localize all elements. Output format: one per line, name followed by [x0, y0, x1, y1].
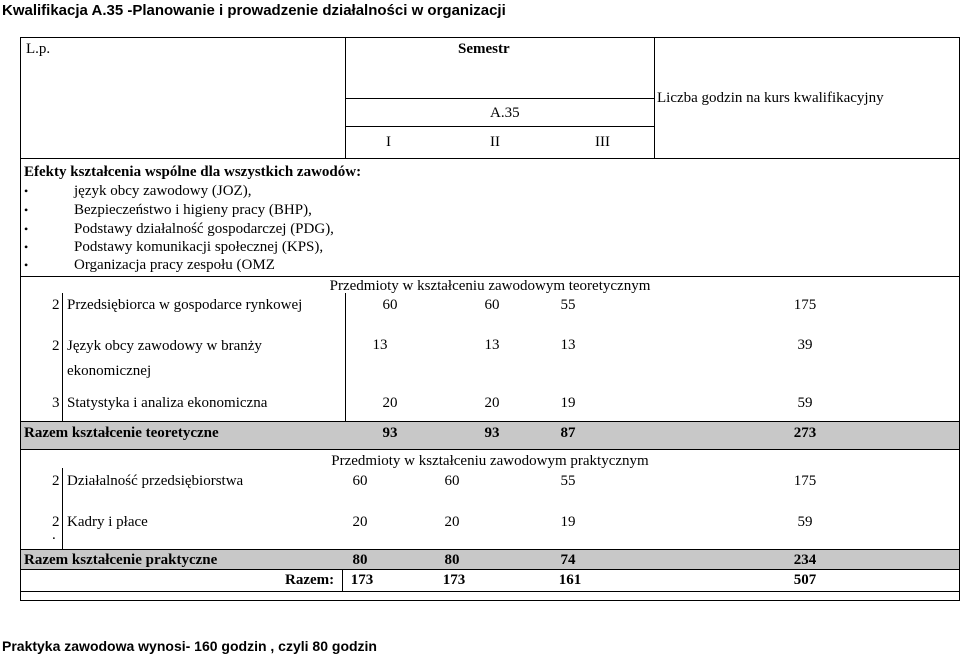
table-row-name: Działalność przedsiębiorstwa [67, 473, 244, 489]
bullet: • [24, 258, 29, 272]
hours-header: Liczba godzin na kurs kwalifikacyjny [657, 90, 884, 106]
list-item: język obcy zawodowy (JOZ), [74, 183, 252, 199]
table-row-name: Język obcy zawodowy w branży [67, 338, 262, 354]
list-item: Podstawy komunikacji społecznej (KPS), [74, 239, 324, 255]
grand-total-s2: 173 [442, 572, 466, 588]
table-row-lp: 2 [52, 514, 60, 530]
table-row-s3: 19 [560, 395, 576, 411]
grand-total-s3: 161 [558, 572, 582, 588]
table-row-s2: 60 [444, 473, 460, 489]
table-row-lp: 2 [52, 338, 60, 354]
lp-header: L.p. [26, 41, 51, 57]
table-row-name: Kadry i płace [67, 514, 148, 530]
table-row-total: 59 [797, 395, 813, 411]
bullet: • [24, 184, 29, 198]
footer-note: Praktyka zawodowa wynosi- 160 godzin , czyli 80 godzin [2, 638, 377, 654]
table-row-s2: 13 [484, 337, 500, 353]
theory-sum-s2: 93 [484, 425, 500, 441]
table-row-s3: 19 [560, 514, 576, 530]
semestr-header: Semestr [458, 41, 510, 57]
table-row-s2: 60 [484, 297, 500, 313]
list-item: Bezpieczeństwo i higieny pracy (BHP), [74, 202, 312, 218]
practice-sum-s2: 80 [444, 552, 460, 568]
theory-sum-label: Razem kształcenie teoretyczne [24, 425, 219, 441]
table-row-s2: 20 [444, 514, 460, 530]
table-row-lp: 2 [52, 297, 60, 313]
table-row-total: 59 [797, 514, 813, 530]
practice-sum-total: 234 [793, 552, 817, 568]
table-row-name: Przedsiębiorca w gospodarce rynkowej [67, 297, 303, 313]
semester-3: III [595, 134, 610, 150]
bullet: • [24, 222, 29, 236]
table-row-s3: 55 [560, 297, 576, 313]
bullet: • [24, 203, 29, 217]
theory-heading: Przedmioty w kształceniu zawodowym teoretycznym [329, 278, 651, 294]
bullet: • [24, 240, 29, 254]
list-item: Podstawy działalność gospodarczej (PDG), [74, 221, 334, 237]
table-row-lp: 2 [52, 473, 60, 489]
table-row-s3: 13 [560, 337, 576, 353]
table-row-s1: 20 [352, 514, 368, 530]
semester-1: I [386, 134, 391, 150]
common-heading: Efekty kształcenia wspólne dla wszystkich zawodów: [24, 164, 362, 180]
theory-sum-s3: 87 [560, 425, 576, 441]
table-row-name: Statystyka i analiza ekonomiczna [67, 395, 268, 411]
table-row-name-cont: ekonomicznej [67, 363, 152, 379]
page-title: Kwalifikacja A.35 -Planowanie i prowadzenie działalności w organizacji [2, 2, 506, 19]
table-row-total: 175 [793, 297, 817, 313]
table-row-total: 175 [793, 473, 817, 489]
table-row-lp-dot: . [52, 527, 56, 543]
table-row-s1: 20 [382, 395, 398, 411]
table-row-s1: 60 [382, 297, 398, 313]
practice-sum-s1: 80 [352, 552, 368, 568]
list-item: Organizacja pracy zespołu (OMZ [74, 257, 275, 273]
practice-sum-s3: 74 [560, 552, 576, 568]
theory-sum-s1: 93 [382, 425, 398, 441]
table-row-total: 39 [797, 337, 813, 353]
table-row-lp: 3 [52, 395, 60, 411]
grand-total-label: Razem: [285, 572, 335, 588]
practice-sum-label: Razem kształcenie praktyczne [24, 552, 218, 568]
table-row-s3: 55 [560, 473, 576, 489]
qualification-header: A.35 [490, 105, 520, 121]
theory-sum-total: 273 [793, 425, 817, 441]
semester-2: II [490, 134, 500, 150]
table-row-s1: 60 [352, 473, 368, 489]
practice-heading: Przedmioty w kształceniu zawodowym praktycznym [331, 453, 649, 469]
table-row-s2: 20 [484, 395, 500, 411]
table-row-s1: 13 [372, 337, 388, 353]
grand-total-s1: 173 [350, 572, 374, 588]
grand-total-total: 507 [793, 572, 817, 588]
